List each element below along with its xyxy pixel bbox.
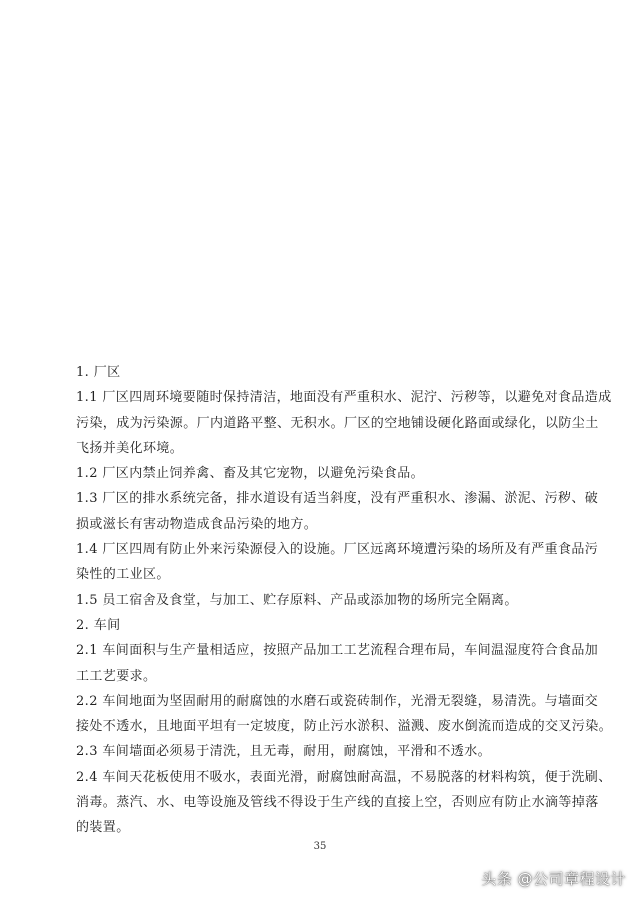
paragraph-line: 2.3 车间墙面必须易于清洗，且无毒，耐用，耐腐蚀，平滑和不透水。	[76, 744, 492, 760]
paragraph-line: 1.1 厂区四周环境要随时保持清洁，地面没有严重积水、泥泞、污秽等，以避免对食品造成	[76, 390, 612, 406]
page-number: 35	[313, 841, 327, 852]
paragraph-line: 污染，成为污染源。厂内道路平整、无积水。厂区的空地铺设硬化路面或绿化，以防尘土	[76, 415, 599, 431]
paragraph-line: 2.4 车间天花板使用不吸水，表面光滑，耐腐蚀耐高温，不易脱落的材料构筑，便于洗刷、	[76, 769, 612, 785]
heading-section-1: 1. 厂区	[76, 365, 121, 380]
paragraph-line: 1.5 员工宿舍及食堂，与加工、贮存原料、产品或添加物的场所完全隔离。	[76, 592, 518, 608]
paragraph-line: 接处不透水，且地面平坦有一定坡度，防止污水淤积、溢溅、废水倒流而造成的交叉污染。	[76, 719, 613, 735]
paragraph-line: 的装置。	[76, 820, 130, 836]
paragraph-line: 1.2 厂区内禁止饲养禽、畜及其它宠物，以避免污染食品。	[76, 466, 425, 482]
paragraph-line: 工工艺要求。	[76, 668, 157, 684]
paragraph-line: 1.4 厂区四周有防止外来污染源侵入的设施。厂区远离环境遭污染的场所及有严重食品污	[76, 542, 599, 558]
paragraph-line: 2.2 车间地面为坚固耐用的耐腐蚀的水磨石或瓷砖制作，光滑无裂缝，易清洗。与墙面交	[76, 693, 599, 709]
paragraph-line: 飞扬并美化环境。	[76, 440, 184, 456]
paragraph-line: 2.1 车间面积与生产量相适应，按照产品加工工艺流程合理布局，车间温湿度符合食品加	[76, 643, 599, 659]
paragraph-line: 损或滋长有害动物造成食品污染的地方。	[76, 516, 318, 532]
paragraph-line: 消毒。蒸汽、水、电等设施及管线不得设于生产线的直接上空，否则应有防止水滴等掉落	[76, 795, 599, 811]
paragraph-line: 1.3 厂区的排水系统完备，排水道设有适当斜度，没有严重积水、渗漏、淤泥、污秽、破	[76, 491, 599, 507]
heading-section-2: 2. 车间	[76, 617, 121, 633]
paragraph-line: 染性的工业区。	[76, 567, 170, 583]
watermark: 头条 @公司章程设计	[481, 870, 626, 888]
document-body	[76, 360, 613, 841]
